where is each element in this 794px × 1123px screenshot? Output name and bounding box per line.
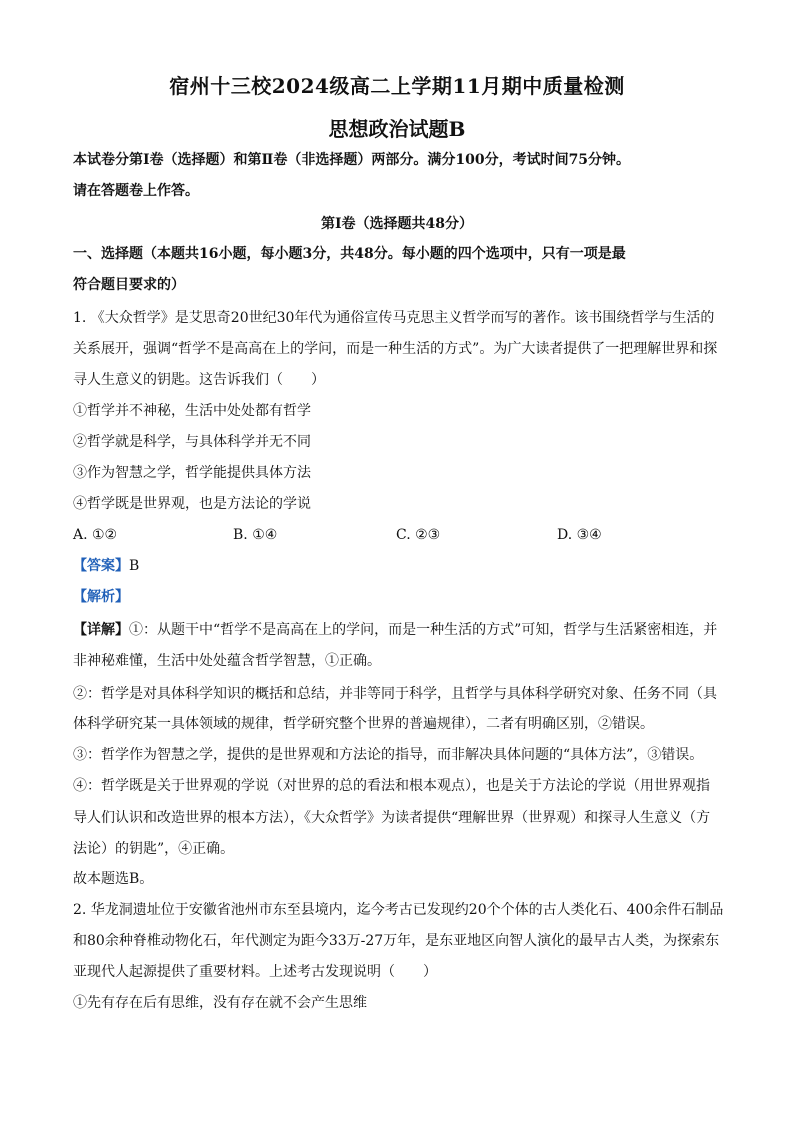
q1-item-1: ①哲学并不神秘，生活中处处都有哲学 (73, 403, 311, 419)
q1-stem-line-1: 1. 《大众哲学》是艾思奇20世纪30年代为通俗宣传马克思主义哲学而写的著作。该书围绕哲学与生活的 (73, 310, 715, 326)
section-instruction-2: 符合题目要求的） (73, 277, 185, 293)
q1-detail-line-8: 法论）的钥匙”，④正确。 (73, 841, 235, 857)
q1-analysis-row (73, 587, 723, 607)
exam-subtitle: 思想政治试题B (328, 117, 466, 141)
q1-detail-line-4: 体科学研究某一具体领域的规律，哲学研究整个世界的普遍规律），二者有明确区别，②错误。 (73, 716, 654, 732)
q1-item-2: ②哲学就是科学，与具体科学并无不同 (73, 434, 311, 450)
analysis-label: 【解析】 (73, 589, 129, 605)
answer-label: 【答案】 (73, 558, 129, 574)
q1-answer-row (73, 556, 723, 576)
q2-stem-line-1: 2. 华龙洞遗址位于安徽省池州市东至县境内，迄今考古已发现约20个个体的古人类化石、400余件石制品 (73, 902, 723, 918)
detail-label: 【详解】 (73, 622, 129, 638)
q1-detail-line-2: 非神秘难懂，生活中处处蕴含哲学智慧，①正确。 (73, 653, 381, 669)
section-instruction-1: 一、选择题（本题共16小题，每小题3分，共48分。每小题的四个选项中，只有一项是最 (73, 246, 626, 262)
q2-stem-line-3: 亚现代人起源提供了重要材料。上述考古发现说明（ ） (73, 964, 437, 980)
exam-title: 宿州十三校2024级高二上学期11月期中质量检测 (169, 74, 625, 98)
q1-item-3: ③作为智慧之学，哲学能提供具体方法 (73, 465, 311, 481)
q1-stem-line-2: 关系展开，强调“哲学不是高高在上的学问，而是一种生活的方式”。为广大读者提供了一把理解世界和探 (73, 341, 718, 357)
intro-line-2: 请在答题卷上作答。 (73, 183, 199, 199)
q1-option-a: A. ①② (73, 527, 118, 543)
q2-stem-line-2: 和80余种脊椎动物化石，年代测定为距今33万-27万年，是东亚地区向智人演化的最早古人类，为探索东 (73, 933, 720, 949)
q1-item-4: ④哲学既是世界观，也是方法论的学说 (73, 496, 311, 512)
intro-line-1: 本试卷分第Ⅰ卷（选择题）和第Ⅱ卷（非选择题）两部分。满分100分，考试时间75分钟。 (73, 152, 631, 168)
q1-detail-line-6: ④：哲学既是关于世界观的学说（对世界的总的看法和根本观点），也是关于方法论的学说（用世界观指 (73, 778, 710, 794)
answer-value: B (129, 558, 140, 574)
q1-option-c: C. ②③ (396, 527, 441, 543)
q1-detail-line-7: 导人们认识和改造世界的根本方法），《大众哲学》为读者提供“理解世界（世界观）和探寻人生意义（方 (73, 810, 711, 826)
q1-detail-line-5: ③：哲学作为智慧之学，提供的是世界观和方法论的指导，而非解决具体问题的“具体方法”，③错误。 (73, 747, 704, 763)
detail-text-1: ①：从题干中“哲学不是高高在上的学问，而是一种生活的方式”可知，哲学与生活紧密相连，并 (129, 622, 718, 638)
q1-option-d: D. ③④ (557, 527, 602, 543)
section-title: 第Ⅰ卷（选择题共48分） (320, 216, 474, 232)
q1-conclusion: 故本题选B。 (73, 871, 154, 887)
q1-detail-line-1 (73, 620, 723, 640)
q1-detail-line-3: ②：哲学是对具体科学知识的概括和总结，并非等同于科学，且哲学与具体科学研究对象、任务不同（具 (73, 686, 717, 702)
q2-item-1: ①先有存在后有思维，没有存在就不会产生思维 (73, 995, 367, 1011)
q1-option-b: B. ①④ (233, 527, 278, 543)
q1-stem-line-3: 寻人生意义的钥匙。这告诉我们（ ） (73, 372, 325, 388)
